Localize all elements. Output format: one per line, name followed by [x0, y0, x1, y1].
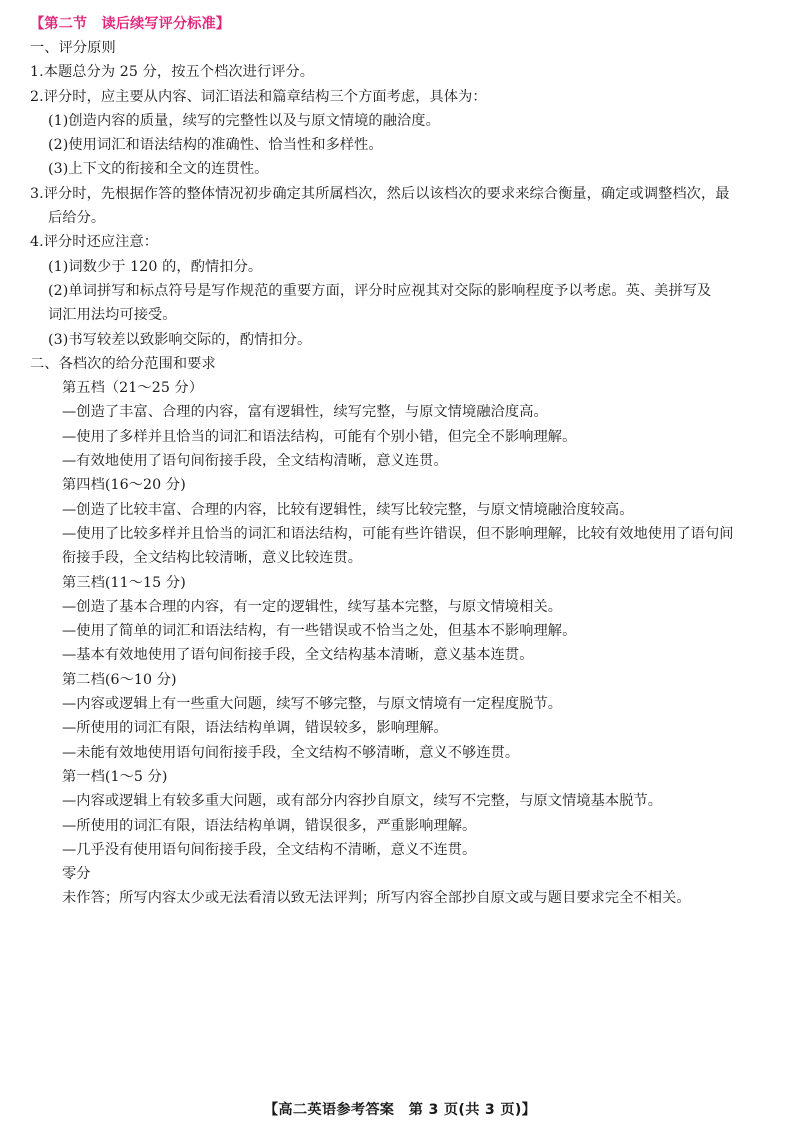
rule-4-sub-1: (1)词数少于 120 的，酌情扣分。 — [48, 258, 263, 275]
level-3 — [30, 571, 775, 668]
level-criterion: —使用了简单的词汇和语法结构，有一些错误或不恰当之处，但基本不影响理解。 — [62, 623, 577, 640]
rule-2-sub-3: (3)上下文的衔接和全文的连贯性。 — [48, 161, 269, 178]
part2-heading: 二、各档次的给分范围和要求 — [30, 355, 216, 372]
rule-4-sub-2-continued: 词汇用法均可接受。 — [48, 307, 177, 324]
level-criterion: —使用了多样并且恰当的词汇和语法结构，可能有个别小错，但完全不影响理解。 — [62, 428, 577, 445]
level-4 — [30, 473, 775, 570]
level-criterion: —创造了基本合理的内容，有一定的逻辑性，续写基本完整，与原文情境相关。 — [62, 598, 563, 615]
level-criterion: —所使用的词汇有限，语法结构单调，错误很多，严重影响理解。 — [62, 817, 477, 834]
rule-3-continued: 后给分。 — [48, 210, 106, 227]
level-0 — [30, 862, 775, 911]
level-2 — [30, 668, 775, 765]
rule-1: 1.本题总分为 25 分，按五个档次进行评分。 — [30, 64, 315, 81]
rule-2-sub-2: (2)使用词汇和语法结构的准确性、恰当性和多样性。 — [48, 137, 383, 154]
level-criterion: —几乎没有使用语句间衔接手段，全文结构不清晰，意义不连贯。 — [62, 841, 477, 858]
document-body — [30, 12, 775, 911]
level-criterion: —内容或逻辑上有一些重大问题，续写不够完整，与原文情境有一定程度脱节。 — [62, 696, 563, 713]
level-title: 第一档(1～5 分) — [62, 768, 168, 785]
level-title: 第四档(16～20 分) — [62, 477, 186, 494]
level-criterion: —未能有效地使用语句间衔接手段，全文结构不够清晰，意义不够连贯。 — [62, 744, 520, 761]
page-footer: 【高二英语参考答案 第 3 页(共 3 页)】 — [263, 1102, 537, 1118]
level-title: 第五档（21～25 分） — [62, 380, 204, 397]
level-criterion: —基本有效地使用了语句间衔接手段，全文结构基本清晰，意义基本连贯。 — [62, 647, 534, 664]
level-5 — [30, 376, 775, 473]
rule-4-sub-2: (2)单词拼写和标点符号是写作规范的重要方面，评分时应视其对交际的影响程度予以考虑。英、美拼写及 — [48, 282, 712, 299]
level-title: 第三档(11～15 分) — [62, 574, 186, 591]
rule-2-sub-1: (1)创造内容的质量，续写的完整性以及与原文情境的融洽度。 — [48, 112, 440, 129]
level-criterion-continued: 衔接手段，全文结构比较清晰，意义比较连贯。 — [62, 550, 363, 567]
part1-heading: 一、评分原则 — [30, 40, 116, 56]
rule-2: 2.评分时，应主要从内容、词汇语法和篇章结构三个方面考虑，具体为： — [30, 88, 487, 105]
level-criterion: —创造了丰富、合理的内容，富有逻辑性，续写完整，与原文情境融洽度高。 — [62, 404, 548, 421]
section-title: 【第二节 读后续写评分标准】 — [30, 16, 231, 32]
rule-3: 3.评分时，先根据作答的整体情况初步确定其所属档次，然后以该档次的要求来综合衡量，确定或调整档次，最 — [30, 185, 730, 202]
level-criterion: —所使用的词汇有限，语法结构单调，错误较多，影响理解。 — [62, 720, 448, 737]
rule-4-sub-3: (3)书写较差以致影响交际的，酌情扣分。 — [48, 331, 312, 348]
level-title: 零分 — [62, 866, 91, 883]
rule-4: 4.评分时还应注意： — [30, 234, 159, 251]
level-criterion: —有效地使用了语句间衔接手段，全文结构清晰，意义连贯。 — [62, 453, 448, 470]
level-title: 第二档(6～10 分) — [62, 671, 177, 688]
level-criterion: 未作答；所写内容太少或无法看清以致无法评判；所写内容全部抄自原文或与题目要求完全不相关。 — [62, 890, 691, 907]
level-1 — [30, 765, 775, 862]
level-criterion: —创造了比较丰富、合理的内容，比较有逻辑性，续写比较完整，与原文情境融洽度较高。 — [62, 501, 634, 518]
level-criterion: —内容或逻辑上有较多重大问题，或有部分内容抄自原文，续写不完整，与原文情境基本脱节。 — [62, 793, 663, 810]
level-criterion: —使用了比较多样并且恰当的词汇和语法结构，可能有些许错误，但不影响理解，比较有效地使用了语句间 — [62, 525, 734, 542]
